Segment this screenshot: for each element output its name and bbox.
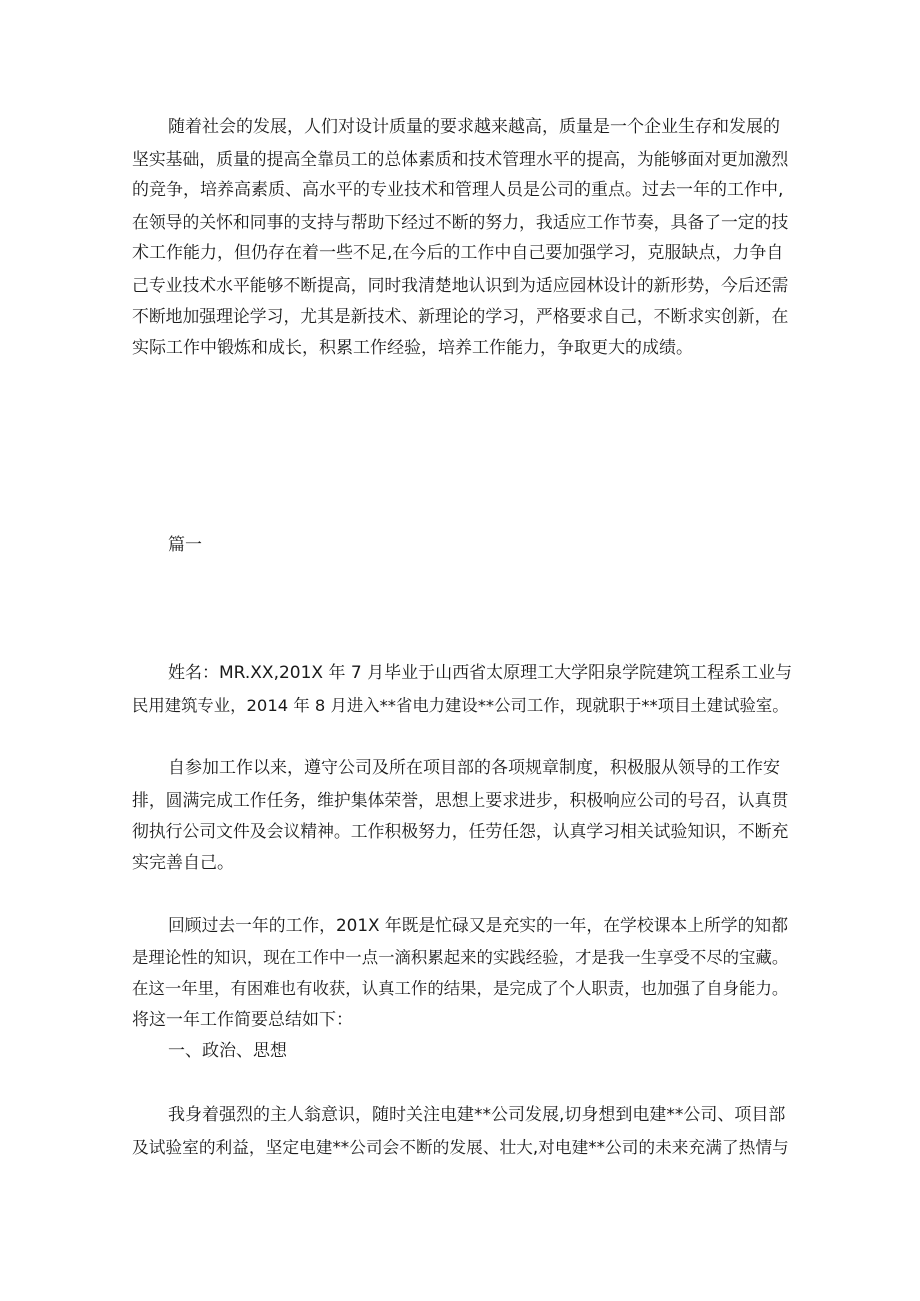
text-line: 在这一年里，有困难也有收获，认真工作的结果，是完成了个人职责，也加强了自身能力。 xyxy=(132,979,789,998)
section-title: 篇一 xyxy=(168,535,202,555)
text-line: 排，圆满完成工作任务，维护集体荣誉，思想上要求进步，积极响应公司的号召，认真贯 xyxy=(132,789,789,810)
text-line: 彻执行公司文件及会议精神。工作积极努力，任劳任怨，认真学习相关试验知识，不断充 xyxy=(132,821,789,841)
paragraph-work xyxy=(132,753,792,879)
text-line: 将这一年工作简要总结如下： xyxy=(132,1009,353,1030)
text-line: 回顾过去一年的工作，201X 年既是忙碌又是充实的一年，在学校课本上所学的知都 xyxy=(168,915,788,935)
text-line: 我身着强烈的主人翁意识，随时关注电建**公司发展,切身想到电建**公司、项目部 xyxy=(168,1105,786,1125)
paragraph-intro xyxy=(132,112,792,364)
text-line: 不断地加强理论学习，尤其是新技术、新理论的学习，严格要求自己，不断求实创新，在 xyxy=(132,306,789,326)
text-line: 实际工作中锻炼和成长，积累工作经验，培养工作能力，争取更大的成绩。 xyxy=(132,337,693,358)
paragraph-name xyxy=(132,658,792,721)
text-line: 实完善自己。 xyxy=(132,852,234,873)
subheading-politics: 一、政治、思想 xyxy=(168,1041,287,1061)
text-line: 自参加工作以来，遵守公司及所在项目部的各项规章制度，积极服从领导的工作安 xyxy=(168,758,780,778)
text-line: 坚实基础，质量的提高全靠员工的总体素质和技术管理水平的提高，为能够面对更加激烈 xyxy=(132,148,789,169)
text-line: 己专业技术水平能够不断提高，同时我清楚地认识到为适应园林设计的新形势，今后还需 xyxy=(132,274,789,295)
text-line: 随着社会的发展，人们对设计质量的要求越来越高，质量是一个企业生存和发展的 xyxy=(168,117,780,137)
text-line: 的竞争，培养高素质、高水平的专业技术和管理人员是公司的重点。过去一年的工作中, xyxy=(132,180,784,200)
text-line: 是理论性的知识，现在工作中一点一滴积累起来的实践经验，才是我一生享受不尽的宝藏。 xyxy=(132,947,789,967)
text-line: 民用建筑专业，2014 年 8 月进入**省电力建设**公司工作，现就职于**项目土建试验室。 xyxy=(132,695,789,715)
text-line: 在领导的关怀和同事的支持与帮助下经过不断的努力，我适应工作节奏，具备了一定的技 xyxy=(132,211,789,232)
text-line: 术工作能力，但仍存在着一些不足,在今后的工作中自己要加强学习，克服缺点，力争自 xyxy=(132,243,784,263)
text-line: 姓名：MR.XX,201X 年 7 月毕业于山西省太原理工大学阳泉学院建筑工程系工业与 xyxy=(168,663,793,683)
paragraph-politics xyxy=(132,1100,792,1163)
paragraph-review xyxy=(132,910,792,1036)
text-line: 及试验室的利益，坚定电建**公司会不断的发展、壮大,对电建**公司的未来充满了热情与 xyxy=(132,1136,789,1157)
